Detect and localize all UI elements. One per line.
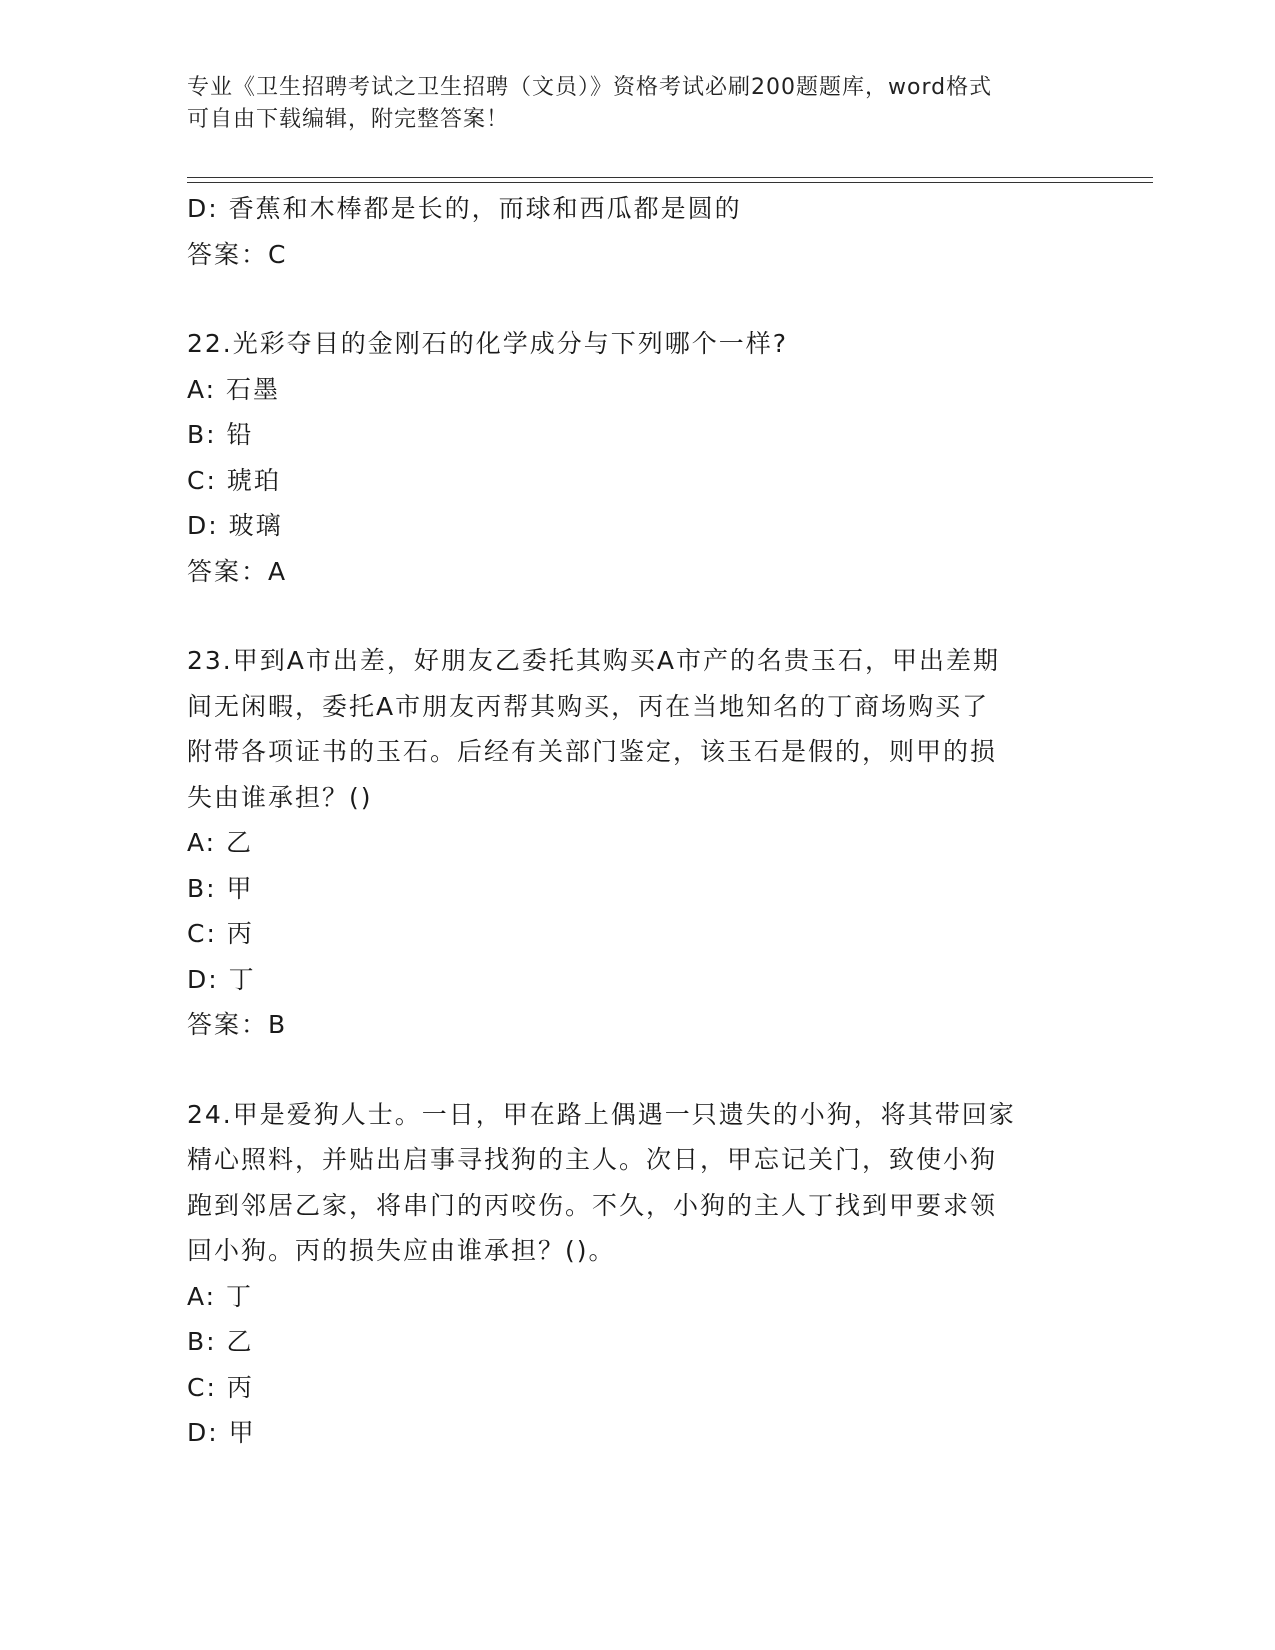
option-b: B: 铅 (187, 420, 254, 449)
option-a: A: 乙 (187, 828, 254, 857)
option-c: C: 丙 (187, 1372, 254, 1402)
document-header (187, 72, 1067, 136)
option-a: A: 丁 (187, 1281, 254, 1311)
question-stem-line-2: 精心照料，并贴出启事寻找狗的主人。次日，甲忘记关门，致使小狗 (187, 1145, 998, 1174)
question-stem-line-3: 跑到邻居乙家，将串门的丙咬伤。不久，小狗的主人丁找到甲要求领 (187, 1190, 998, 1220)
option-d: D: 玻璃 (187, 511, 283, 540)
question-21-tail (187, 186, 1087, 277)
header-divider-top (187, 177, 1153, 178)
option-b: B: 甲 (187, 873, 254, 903)
question-23 (187, 638, 1087, 1048)
answer-line: 答案：B (187, 1010, 288, 1039)
answer-line: 答案：C (187, 239, 288, 269)
question-22 (187, 321, 1087, 594)
answer-line: 答案：A (187, 556, 288, 586)
header-divider-bottom (187, 182, 1153, 183)
option-c: C: 琥珀 (187, 465, 281, 495)
option-b: B: 乙 (187, 1327, 254, 1356)
question-stem-line-2: 间无闲暇，委托A市朋友丙帮其购买，丙在当地知名的丁商场购买了 (187, 691, 990, 721)
option-d: D: 香蕉和木棒都是长的，而球和西瓜都是圆的 (187, 194, 742, 223)
option-a: A: 石墨 (187, 374, 281, 404)
question-stem-line-4: 回小狗。丙的损失应由谁承担？()。 (187, 1236, 616, 1265)
option-c: C: 丙 (187, 919, 254, 948)
question-stem-line-3: 附带各项证书的玉石。后经有关部门鉴定，该玉石是假的，则甲的损 (187, 737, 998, 766)
question-stem-line-4: 失由谁承担？() (187, 782, 373, 812)
question-stem-line-1: 23.甲到A市出差，好朋友乙委托其购买A市产的名贵玉石，甲出差期 (187, 646, 1000, 675)
question-stem-line-1: 24.甲是爱狗人士。一日，甲在路上偶遇一只遗失的小狗，将其带回家 (187, 1099, 1016, 1129)
question-list (187, 186, 1087, 1456)
header-line-2: 可自由下载编辑，附完整答案！ (187, 107, 510, 132)
option-d: D: 丁 (187, 964, 256, 994)
question-24 (187, 1092, 1087, 1456)
header-line-1: 专业《卫生招聘考试之卫生招聘（文员）》资格考试必刷200题题库，word格式 (187, 75, 993, 100)
option-d: D: 甲 (187, 1418, 256, 1447)
question-stem: 22.光彩夺目的金刚石的化学成分与下列哪个一样? (187, 329, 789, 358)
